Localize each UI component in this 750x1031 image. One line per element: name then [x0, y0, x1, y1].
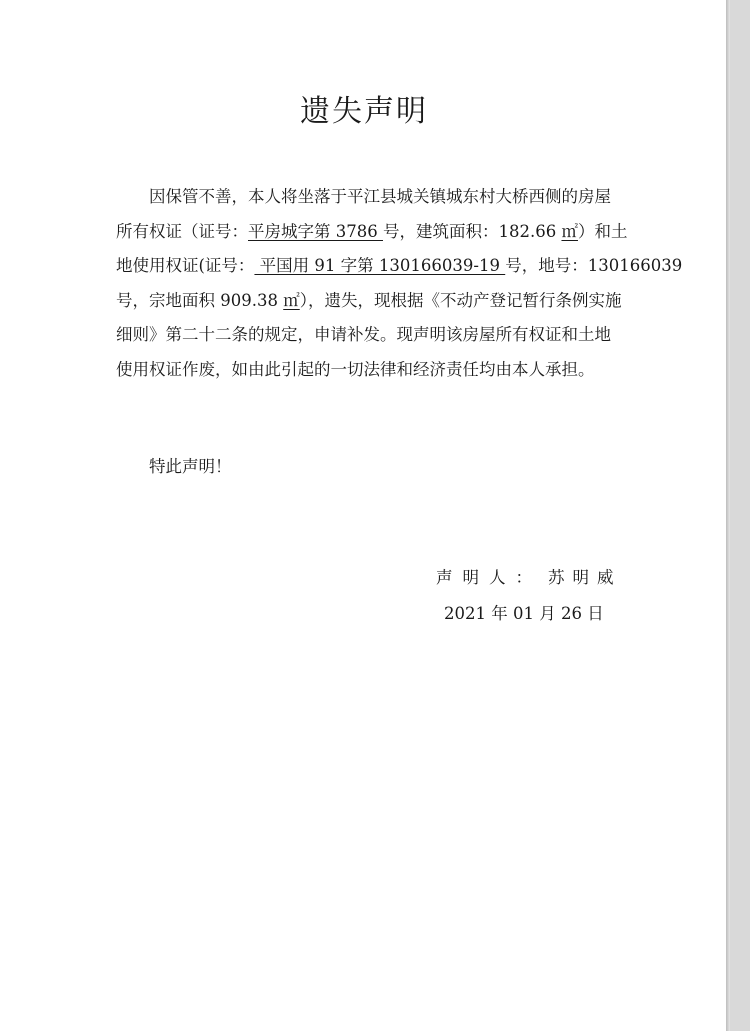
- body-text-segment: 号，宗地面积 909.38: [116, 290, 284, 310]
- area-unit: ㎡: [561, 221, 578, 241]
- body-text-segment: 地使用权证(证号：: [116, 256, 255, 276]
- body-line-6: 使用权证作废，如由此引起的一切法律和经济责任均由本人承担。: [116, 359, 595, 379]
- body-line-3: [116, 249, 683, 284]
- page-edge-shadow: [726, 0, 730, 1031]
- body-line-4: [116, 284, 646, 319]
- statement-body: [116, 180, 683, 388]
- declarant-name: 苏明威: [548, 568, 622, 587]
- body-line-1: 因保管不善，本人将坐落于平江县城关镇城东村大桥西侧的房屋: [149, 187, 611, 206]
- declarant-line: [436, 563, 622, 593]
- special-statement: 特此声明！: [149, 457, 232, 476]
- land-certificate-number: 平国用 91 字第 130166039-19: [254, 256, 506, 276]
- area-unit: ㎡: [283, 290, 300, 310]
- body-text-segment: 号，地号：130166039: [505, 256, 683, 276]
- body-text-segment: ），遗失，现根据《不动产登记暂行条例实施: [299, 290, 622, 310]
- body-line-5: 细则》第二十二条的规定，申请补发。现声明该房屋所有权证和土地: [116, 325, 611, 345]
- house-certificate-number: 平房城字第 3786: [248, 221, 383, 241]
- page-title: 遗失声明: [300, 94, 428, 129]
- body-text-segment: ）和土: [577, 221, 628, 241]
- body-text-segment: 号，建筑面积：182.66: [382, 221, 562, 241]
- body-text-segment: 所有权证（证号：: [116, 221, 248, 241]
- body-line-2: [116, 215, 646, 250]
- statement-date: 2021 年 01 月 26 日: [444, 604, 604, 623]
- declarant-label: 声明人：: [436, 568, 542, 587]
